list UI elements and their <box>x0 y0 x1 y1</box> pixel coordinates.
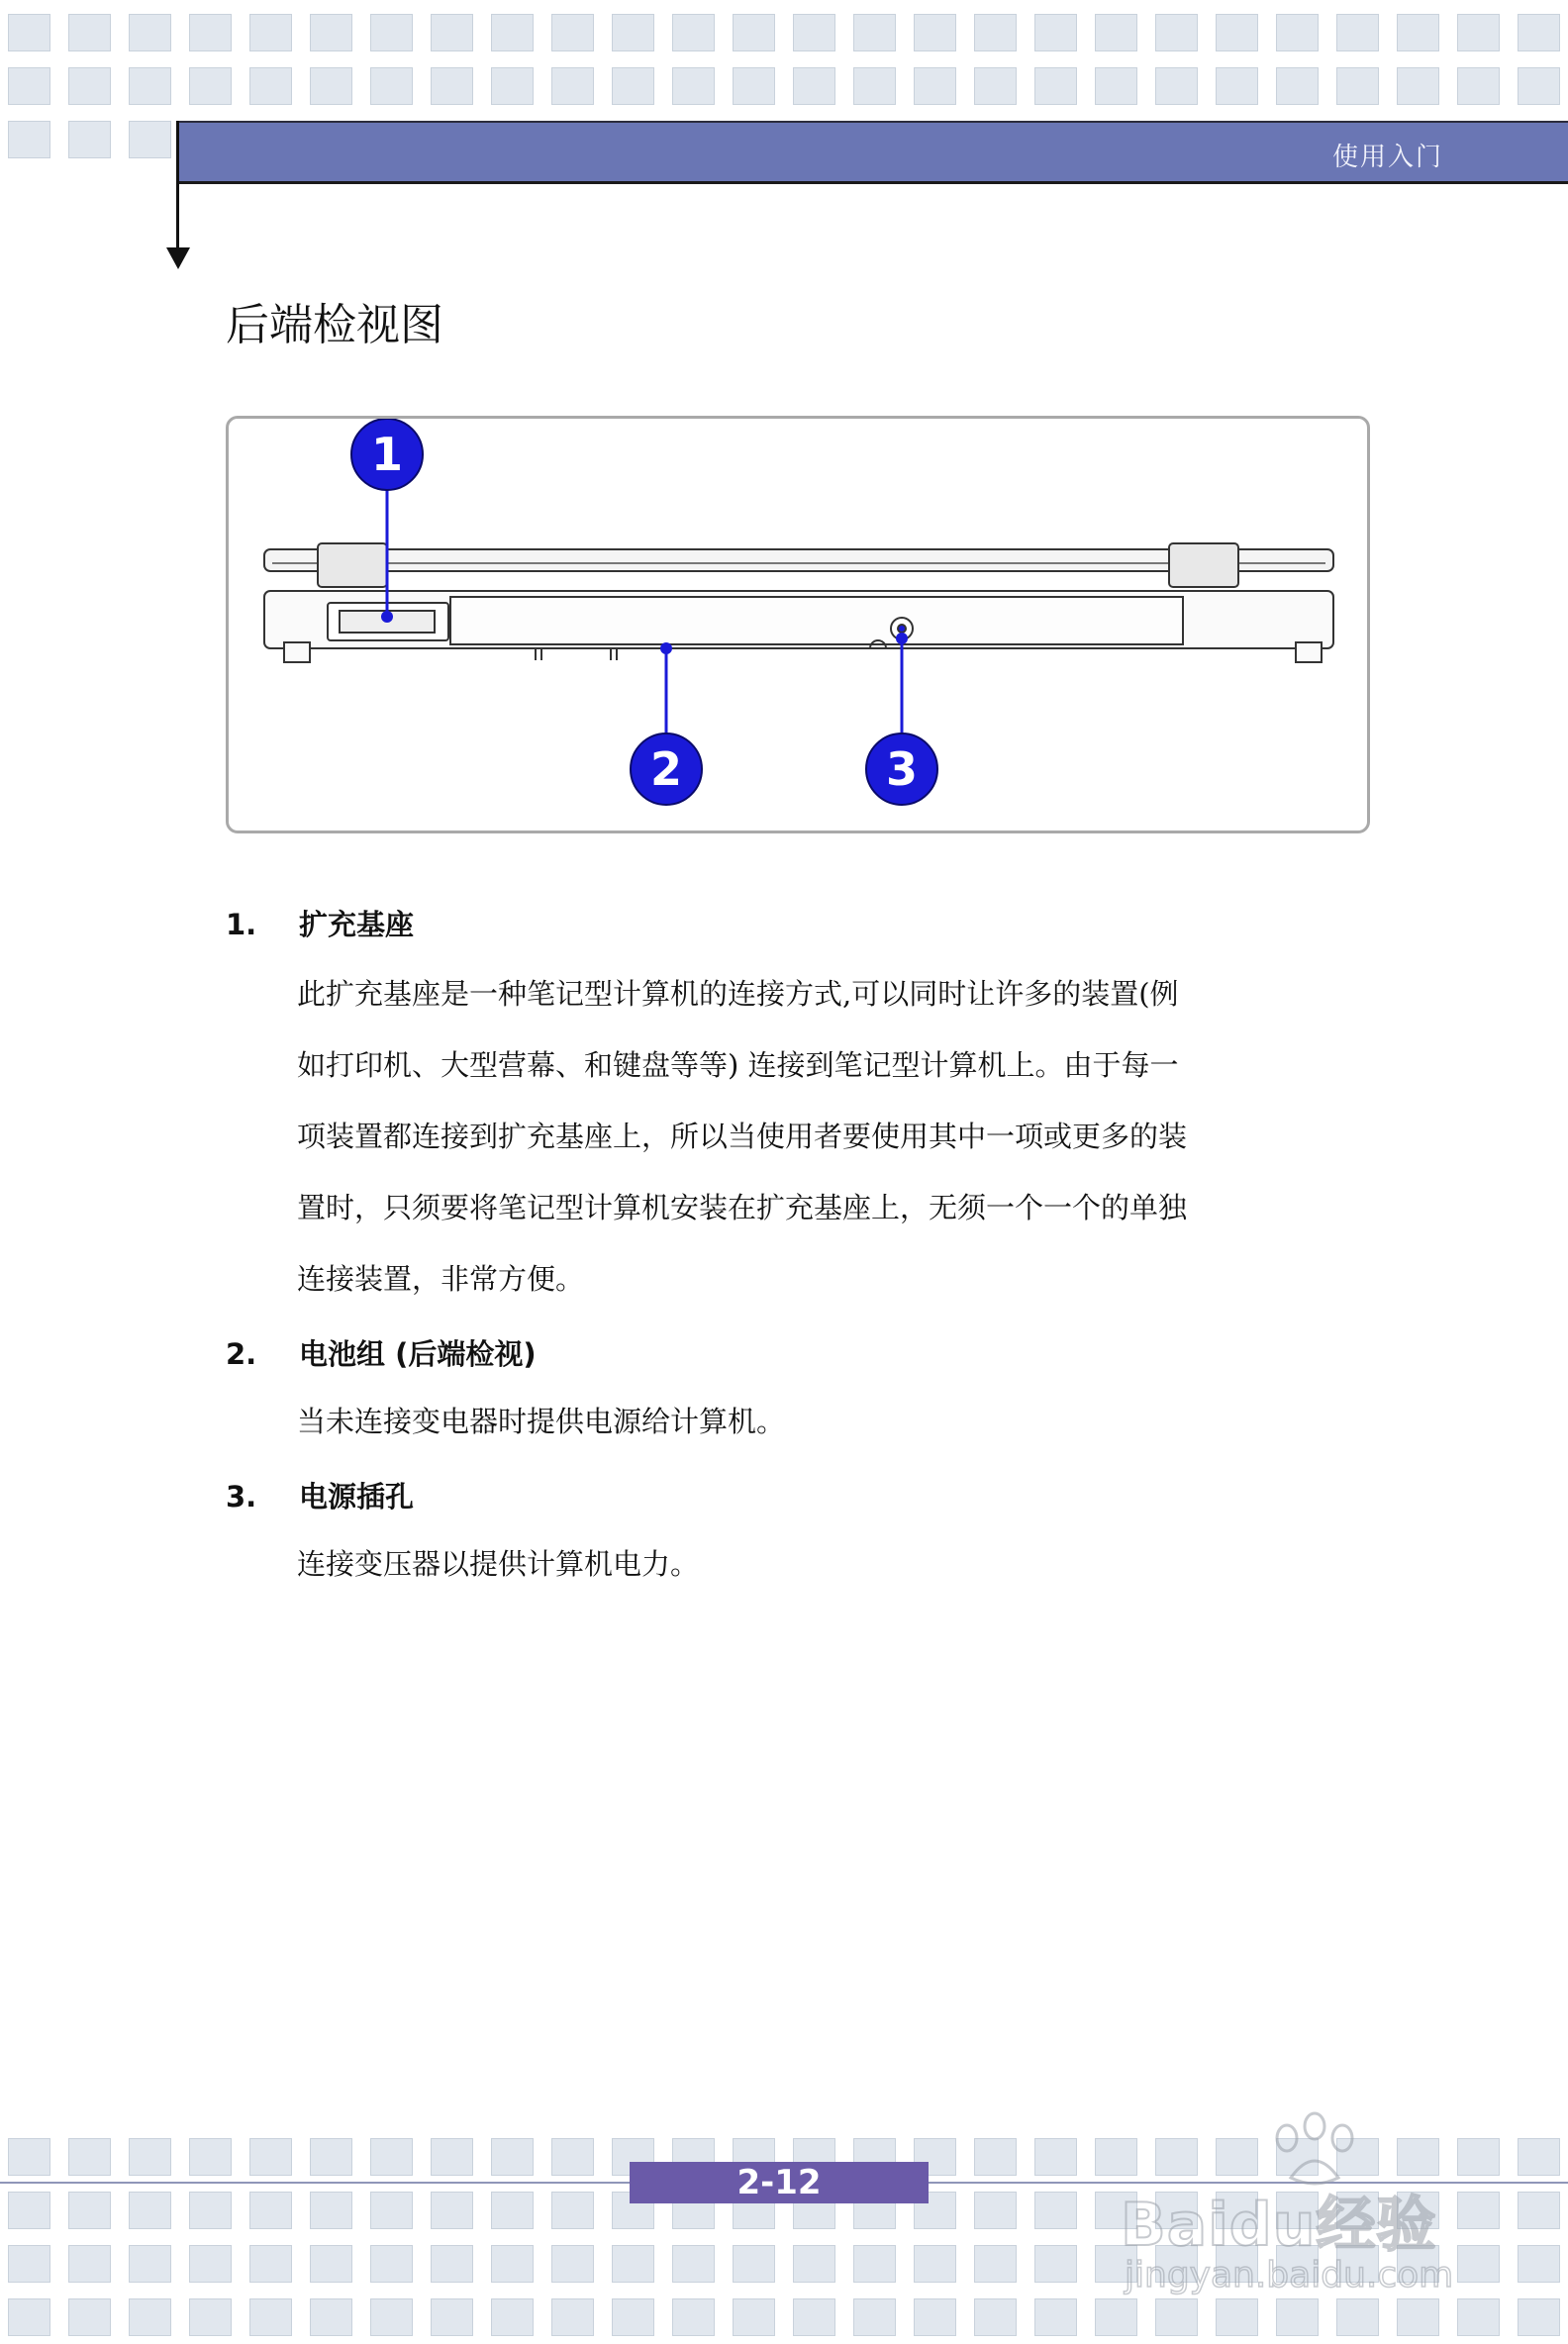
decorative-tile <box>733 67 775 105</box>
decorative-tile <box>249 14 292 51</box>
header-title: 使用入门 <box>1331 143 1443 172</box>
item-3-number: 3. <box>226 1480 257 1514</box>
callout-3 <box>866 733 937 805</box>
decorative-tile <box>914 67 956 105</box>
callout-1 <box>351 419 423 490</box>
decorative-tile <box>68 67 111 105</box>
decorative-tile <box>551 2298 594 2336</box>
decorative-tile <box>431 67 473 105</box>
callout-3-label: 3 <box>885 742 919 796</box>
item-2-description <box>297 1386 1277 1457</box>
decorative-tile <box>1397 67 1439 105</box>
item-3-line: 连接变压器以提供计算机电力。 <box>297 1547 700 1581</box>
item-3-description <box>297 1528 1277 1600</box>
decorative-tile <box>68 2298 111 2336</box>
decorative-tile <box>1518 2138 1560 2176</box>
item-1-title: 扩充基座 <box>299 908 415 941</box>
decorative-tile <box>491 2298 534 2336</box>
decorative-tile <box>431 14 473 51</box>
decorative-tile <box>1034 14 1077 51</box>
decorative-tile <box>551 2245 594 2283</box>
decorative-tile <box>310 2245 352 2283</box>
decorative-tile <box>68 2192 111 2229</box>
item-2-number: 2. <box>226 1337 257 1371</box>
decorative-tile <box>431 2298 473 2336</box>
decorative-tile <box>129 2245 171 2283</box>
item-2-heading <box>226 1332 537 1373</box>
item-3-title: 电源插孔 <box>299 1480 415 1514</box>
decorative-tile <box>1518 14 1560 51</box>
callout-2 <box>631 733 702 805</box>
decorative-tile <box>974 2245 1017 2283</box>
page-number: 2-12 <box>630 2162 929 2203</box>
decorative-tile <box>8 67 50 105</box>
decorative-tile <box>129 2192 171 2229</box>
decorative-tile <box>129 2138 171 2176</box>
item-1-line: 置时，只须要将笔记型计算机安装在扩充基座上，无须一个一个的单独 <box>297 1191 1188 1224</box>
decorative-tile <box>189 2245 232 2283</box>
down-arrow-icon <box>166 247 190 269</box>
decorative-tile <box>974 14 1017 51</box>
decorative-tile <box>249 2192 292 2229</box>
decorative-tile <box>1034 67 1077 105</box>
decorative-tile <box>68 121 111 158</box>
decorative-tile <box>8 2298 50 2336</box>
item-1-description <box>297 958 1277 1315</box>
decorative-tile <box>1216 14 1258 51</box>
decorative-tile <box>68 14 111 51</box>
decorative-tile <box>491 2192 534 2229</box>
decorative-tile <box>8 121 50 158</box>
callout-1-label: 1 <box>370 428 404 481</box>
decorative-tile <box>249 2298 292 2336</box>
decorative-tile <box>1095 67 1137 105</box>
decorative-tile <box>672 2298 715 2336</box>
decorative-tile <box>249 2138 292 2176</box>
item-1-line: 如打印机、大型营幕、和键盘等等) 连接到笔记型计算机上。由于每一 <box>297 1048 1179 1082</box>
decorative-tile <box>189 2138 232 2176</box>
decorative-tile <box>8 2192 50 2229</box>
decorative-tile <box>189 2192 232 2229</box>
decorative-tile <box>129 67 171 105</box>
decorative-tile <box>551 14 594 51</box>
decorative-tile <box>1336 14 1379 51</box>
decorative-tile <box>1457 14 1500 51</box>
decorative-tile <box>1095 14 1137 51</box>
decorative-tile <box>68 2138 111 2176</box>
decorative-tile <box>1034 2138 1077 2176</box>
decorative-tile <box>1457 67 1500 105</box>
decorative-tile <box>310 2298 352 2336</box>
decorative-tile <box>551 2138 594 2176</box>
decorative-tile <box>310 2138 352 2176</box>
decorative-tile <box>793 2298 835 2336</box>
decorative-tile <box>551 2192 594 2229</box>
page-title: 后端检视图 <box>226 300 443 350</box>
decorative-tile <box>733 14 775 51</box>
decorative-tile <box>129 14 171 51</box>
decorative-tile <box>1397 14 1439 51</box>
decorative-tile <box>431 2138 473 2176</box>
decorative-tile <box>8 14 50 51</box>
battery-pack <box>450 597 1183 660</box>
decorative-tile <box>491 2245 534 2283</box>
decorative-tile <box>68 2245 111 2283</box>
decorative-tile <box>249 67 292 105</box>
decorative-tile <box>129 2298 171 2336</box>
decorative-tile <box>1518 2245 1560 2283</box>
baidu-watermark <box>1109 2108 1485 2306</box>
decorative-tile <box>1155 14 1198 51</box>
header-band <box>176 121 1568 184</box>
decorative-tile <box>551 67 594 105</box>
item-1-line: 项装置都连接到扩充基座上，所以当使用者要使用其中一项或更多的装 <box>297 1120 1188 1153</box>
laptop-rear-view-illustration <box>229 419 1367 830</box>
decorative-tile <box>612 14 654 51</box>
decorative-tile <box>1276 67 1319 105</box>
decorative-tile <box>1518 2192 1560 2229</box>
decorative-tile <box>793 2245 835 2283</box>
decorative-tile <box>1518 2298 1560 2336</box>
item-1-line: 连接装置，非常方便。 <box>297 1262 585 1296</box>
decorative-tile <box>1518 67 1560 105</box>
decorative-tile <box>370 67 413 105</box>
decorative-tile <box>491 14 534 51</box>
decorative-tile <box>612 2245 654 2283</box>
decorative-tile <box>310 67 352 105</box>
decorative-tile <box>914 2245 956 2283</box>
item-2-line: 当未连接变电器时提供电源给计算机。 <box>297 1405 786 1438</box>
decorative-tile <box>974 2192 1017 2229</box>
decorative-tile <box>914 14 956 51</box>
decorative-tile <box>1276 14 1319 51</box>
decorative-tile <box>612 2298 654 2336</box>
decorative-tile <box>1336 67 1379 105</box>
decorative-tile <box>1034 2192 1077 2229</box>
decorative-tile <box>853 2245 896 2283</box>
decorative-tile <box>189 67 232 105</box>
decorative-tile <box>974 2138 1017 2176</box>
decorative-tile <box>431 2192 473 2229</box>
decorative-tile <box>1216 67 1258 105</box>
decorative-tile <box>914 2298 956 2336</box>
watermark-url: jingyan.baidu.com <box>1125 2255 1454 2295</box>
decorative-tile <box>370 2298 413 2336</box>
decorative-tile <box>793 14 835 51</box>
decorative-tile <box>672 14 715 51</box>
item-1-line: 此扩充基座是一种笔记型计算机的连接方式,可以同时让许多的装置(例 <box>297 977 1179 1011</box>
decorative-tile <box>249 2245 292 2283</box>
decorative-tile <box>189 2298 232 2336</box>
decorative-tile <box>370 2138 413 2176</box>
item-1-number: 1. <box>226 908 257 941</box>
decorative-tile <box>1034 2245 1077 2283</box>
item-2-title: 电池组 (后端检视) <box>299 1337 537 1371</box>
decorative-tile <box>672 67 715 105</box>
decorative-tile <box>1034 2298 1077 2336</box>
decorative-tile <box>974 67 1017 105</box>
decorative-tile <box>370 14 413 51</box>
header-vertical-line <box>176 121 179 253</box>
paw-icon <box>1257 2108 1376 2188</box>
callout-2-label: 2 <box>649 742 683 796</box>
rear-view-figure <box>226 416 1370 833</box>
decorative-tile <box>672 2245 715 2283</box>
decorative-tile <box>310 14 352 51</box>
decorative-tile <box>370 2192 413 2229</box>
item-3-heading <box>226 1475 414 1515</box>
decorative-tile <box>974 2298 1017 2336</box>
decorative-tile <box>431 2245 473 2283</box>
decorative-tile <box>310 2192 352 2229</box>
decorative-tile <box>491 67 534 105</box>
decorative-tile <box>793 67 835 105</box>
decorative-tile <box>129 121 171 158</box>
decorative-tile <box>733 2245 775 2283</box>
decorative-tile <box>853 2298 896 2336</box>
decorative-tile <box>733 2298 775 2336</box>
watermark-brand: Baidu经验 <box>1121 2191 1437 2260</box>
decorative-tile <box>853 14 896 51</box>
decorative-tile <box>853 67 896 105</box>
decorative-tile <box>189 14 232 51</box>
decorative-tile <box>491 2138 534 2176</box>
decorative-tile <box>370 2245 413 2283</box>
decorative-tile <box>1155 67 1198 105</box>
decorative-tile <box>8 2245 50 2283</box>
decorative-tile <box>612 67 654 105</box>
decorative-tile <box>8 2138 50 2176</box>
item-1-heading <box>226 903 414 943</box>
